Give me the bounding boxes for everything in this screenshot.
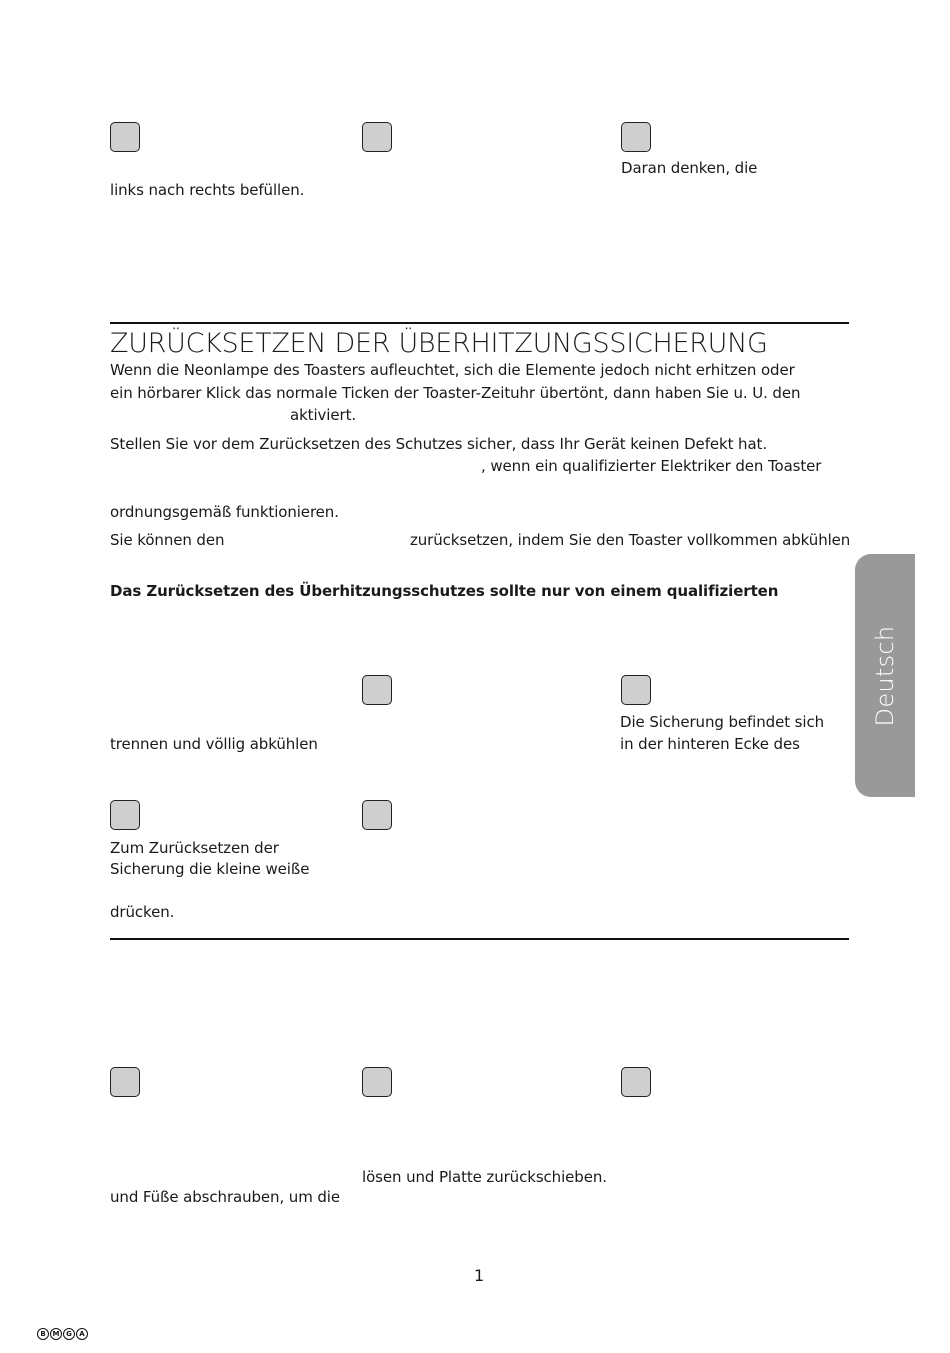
step-4-text-line-3: drücken. bbox=[110, 903, 175, 921]
step-3-text-line-1: Die Sicherung befindet sich bbox=[620, 713, 824, 731]
paragraph-2-line-2: , wenn ein qualifizierter Elektriker den Toaster bbox=[481, 457, 822, 475]
step-1-text: und Füße abschrauben, um die bbox=[110, 1188, 341, 1206]
step-1-text: links nach rechts befüllen. bbox=[110, 181, 305, 199]
step-3-number-box bbox=[621, 122, 651, 152]
section-heading: ZURÜCKSETZEN DER ÜBERHITZUNGSSICHERUNG bbox=[110, 328, 768, 359]
logo-letter-b: B bbox=[37, 1328, 49, 1340]
step-2-text: lösen und Platte zurückschieben. bbox=[362, 1168, 607, 1186]
language-tab-label: Deutsch bbox=[871, 625, 899, 726]
logo-letter-a: A bbox=[76, 1328, 88, 1340]
step-2-number-box bbox=[362, 675, 392, 705]
paragraph-3-start: Sie können den bbox=[110, 531, 225, 549]
warning-text: Das Zurücksetzen des Überhitzungsschutzes sollte nur von einem qualifizierten bbox=[110, 582, 779, 600]
step-1-number-box bbox=[110, 122, 140, 152]
step-2-number-box bbox=[362, 1067, 392, 1097]
paragraph-2-line-3: ordnungsgemäß funktionieren. bbox=[110, 503, 339, 521]
step-5-number-box bbox=[362, 800, 392, 830]
paragraph-1-line-1: Wenn die Neonlampe des Toasters aufleuchtet, sich die Elemente jedoch nicht erhitzen oder bbox=[110, 361, 795, 379]
step-1-text: trennen und völlig abkühlen bbox=[110, 735, 318, 753]
step-4-text-line-1: Zum Zurücksetzen der bbox=[110, 839, 279, 857]
logo-letter-m: M bbox=[50, 1328, 62, 1340]
step-4-number-box bbox=[110, 800, 140, 830]
section-divider-bottom bbox=[110, 938, 849, 940]
paragraph-1-line-2: ein hörbarer Klick das normale Ticken der Toaster-Zeituhr übertönt, dann haben Sie u. U. den bbox=[110, 384, 801, 402]
step-3-text: Daran denken, die bbox=[621, 159, 758, 177]
step-3-number-box bbox=[621, 1067, 651, 1097]
language-side-tab bbox=[855, 554, 915, 797]
section-divider-top bbox=[110, 322, 849, 324]
step-3-text-line-2: in der hinteren Ecke des bbox=[620, 735, 800, 753]
brand-logo bbox=[37, 1328, 88, 1340]
step-3-number-box bbox=[621, 675, 651, 705]
logo-letter-g: G bbox=[63, 1328, 75, 1340]
step-2-number-box bbox=[362, 122, 392, 152]
paragraph-1-line-3: aktiviert. bbox=[290, 406, 357, 424]
step-1-number-box bbox=[110, 1067, 140, 1097]
paragraph-2-line-1: Stellen Sie vor dem Zurücksetzen des Schutzes sicher, dass Ihr Gerät keinen Defekt hat. bbox=[110, 435, 767, 453]
page-number: 1 bbox=[474, 1266, 485, 1285]
step-4-text-line-2: Sicherung die kleine weiße bbox=[110, 860, 310, 878]
paragraph-3-end: zurücksetzen, indem Sie den Toaster vollkommen abkühlen bbox=[410, 531, 851, 549]
